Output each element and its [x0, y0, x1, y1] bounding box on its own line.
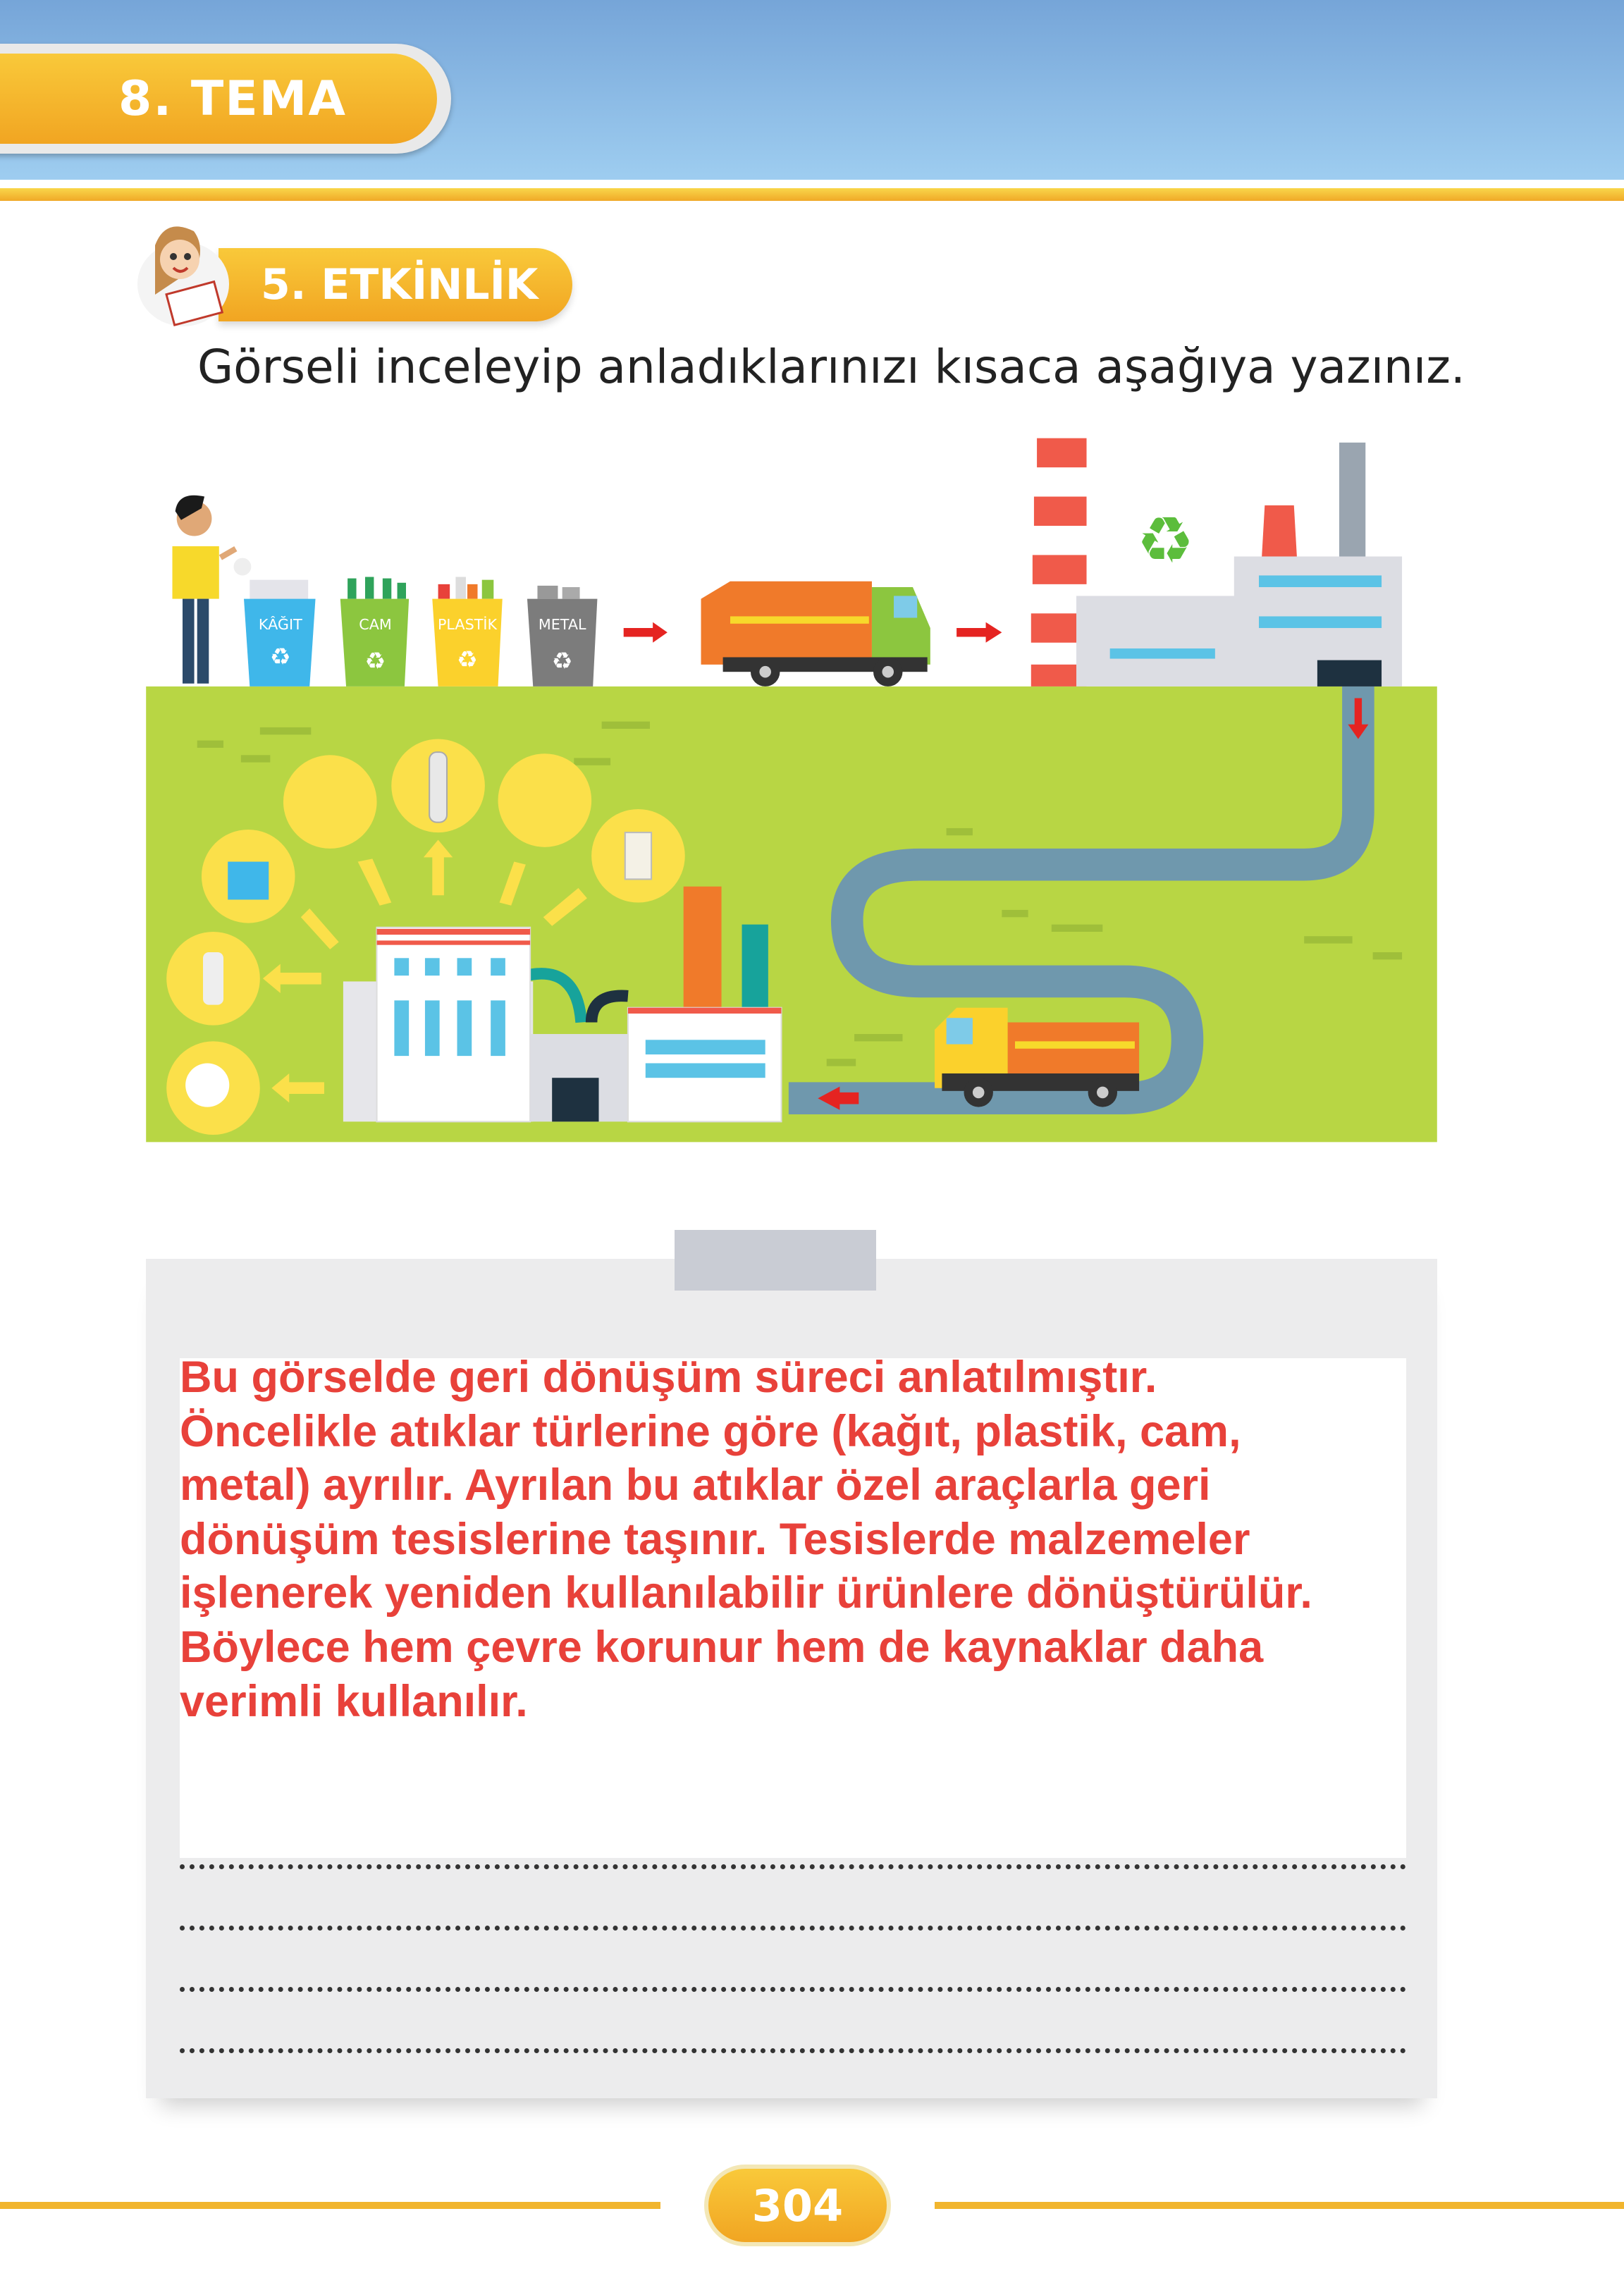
- bin-paper: [244, 580, 316, 687]
- recycle-icon: ♻: [269, 642, 291, 670]
- right-arrow-icon: [956, 622, 1002, 643]
- recycling-plant-icon: [1031, 421, 1402, 687]
- answer-text[interactable]: [180, 1350, 1420, 1728]
- right-arrow-icon: [624, 622, 668, 643]
- person-icon: [172, 495, 251, 684]
- answer-line: dönüşüm tesislerine taşınır. Tesislerde malzemeler: [180, 1514, 1250, 1564]
- bin-plastic: [432, 577, 502, 687]
- bin-label: KÂĞIT: [258, 616, 302, 634]
- grass-ground: [146, 687, 1437, 1142]
- page-number-badge: [704, 2165, 891, 2246]
- theme-label: 8. TEMA: [118, 70, 347, 127]
- garbage-truck-icon: [701, 581, 930, 687]
- page-number: 304: [751, 2179, 844, 2231]
- dotted-writing-line[interactable]: [180, 1926, 1406, 1931]
- bin-label: CAM: [359, 616, 392, 634]
- activity-label: 5. ETKİNLİK: [261, 260, 539, 309]
- instruction-text: Görseli inceleyip anladıklarınızı kısaca aşağıya yazınız.: [197, 340, 1465, 394]
- answer-line: verimli kullanılır.: [180, 1676, 528, 1726]
- answer-line: işlenerek yeniden kullanılabilir ürünlere dönüştürülür.: [180, 1568, 1312, 1618]
- footer-line-right: [935, 2202, 1624, 2209]
- recycle-icon: ♻: [551, 647, 573, 675]
- answer-line: Böylece hem çevre korunur hem de kaynaklar daha: [180, 1622, 1264, 1672]
- recycle-icon: ♻: [1136, 503, 1195, 578]
- bin-glass: [340, 577, 409, 687]
- bin-label: PLASTİK: [437, 616, 498, 634]
- dotted-writing-line[interactable]: [180, 2048, 1406, 2053]
- bin-metal: [527, 586, 597, 687]
- footer-line-left: [0, 2202, 660, 2209]
- bin-label: METAL: [538, 616, 586, 634]
- dotted-writing-line[interactable]: [180, 1864, 1406, 1869]
- answer-line: Öncelikle atıklar türlerine göre (kağıt, plastik, cam,: [180, 1406, 1241, 1456]
- recycle-icon: ♻: [364, 647, 386, 675]
- dotted-writing-line[interactable]: [180, 1987, 1406, 1992]
- tape-decoration: [675, 1230, 876, 1291]
- answer-line: Bu görselde geri dönüşüm süreci anlatılmıştır.: [180, 1353, 1157, 1402]
- recycle-icon: ♻: [457, 645, 478, 673]
- answer-line: metal) ayrılır. Ayrılan bu atıklar özel araçlarla geri: [180, 1460, 1211, 1510]
